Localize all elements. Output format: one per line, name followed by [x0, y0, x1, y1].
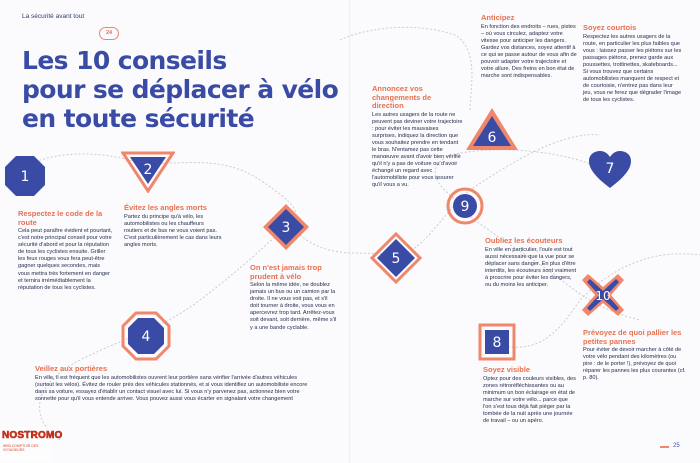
watermark-name: NOSTROMO [2, 430, 63, 441]
tip-3-badge [262, 203, 310, 251]
tip-8-title: Soyez visible [483, 365, 531, 374]
tip-1-number: 1 [20, 169, 30, 185]
tip-4-title: Veillez aux portières [35, 364, 108, 373]
tip-5-text: Les autres usagers de la route ne peuvent pas deviner votre trajectoire : pour éviter les mauvaises surprises, indiquez la direction que vous souhaitez prendre en tendant le bras. N'entamez pas cette manœuvre avant d'avoir bien vérifié qu'il n'y a pas de voiture ou d'avoir échangé un regard avec l'automobiliste pour vous assurer qu'il vous a vu. [372, 111, 463, 189]
page-number-left: 24 [99, 27, 119, 40]
tip-3 [250, 264, 338, 332]
tip-3-title: On n'est jamais trop prudent à vélo [250, 263, 322, 281]
tip-3-text: Selon la même idée, ne doublez jamais un bus ou un camion par la droite. Il ne vous voit pas, et s'il doit tourner à droite, vous vous en apercevrez trop tard. Arrêtez-vous soit devant, soit derrière, même s'il y a une bande cyclable. [250, 282, 337, 331]
tip-10 [583, 329, 687, 382]
tip-2 [124, 204, 222, 249]
tip-8 [483, 366, 576, 425]
tip-10-title: Prévoyez de quoi pallier les petites pannes [583, 328, 682, 346]
tip-5 [372, 85, 464, 190]
title-line-3: en toute sécurité [22, 104, 255, 133]
tip-6-title: Anticipez [481, 13, 515, 22]
tip-9-number: 9 [460, 199, 470, 215]
watermark-logo [0, 428, 63, 462]
tip-6 [481, 14, 577, 80]
tip-7-badge [588, 150, 632, 190]
tip-10-text: Pour éviter de devoir marcher à côté de votre vélo pendant des kilomètres (ou pire : de le porter !), prévoyez de quoi réparer les pannes les plus courantes (cf. p. 80). [583, 347, 686, 382]
tip-1-text: Cela peut paraître évident et pourtant, c'est notre principal conseil pour votre sécurité d'abord et pour la réputation de tous les cyclistes ensuite. Griller les feux rouges vous fera peut-être gagner quelques secondes, mais vous mettra très fortement en danger et ternira irrémédiablement la réputation de tous les cyclistes. [18, 228, 113, 291]
tip-7 [583, 24, 683, 104]
tip-10-number: 10 [595, 289, 611, 303]
tip-2-number: 2 [143, 162, 153, 178]
tip-6-text: En fonction des endroits – rues, pistes – où vous circulez, adaptez votre vitesse pour anticiper les dangers. Gardez vos distances, soyez attentif à ce qui se passe autour de vous afin de pouvoir adapter votre trajectoire et votre allure. Des freins en bon état de marche sont indispensables. [481, 23, 577, 80]
tip-6-badge [464, 106, 520, 152]
page-number-right: 25 [673, 443, 680, 449]
tip-9-title: Oubliez les écouteurs [485, 236, 563, 245]
tip-7-text: Respectez les autres usagers de la route, en particulier les plus faibles que vous : laissez passer les piétons sur les passages piétons, prenez garde aux poussettes, trottinettes, skateboards... Si vous trouvez que certains automobilistes manquent de respect et de courtoisie, n'entrez pas dans leur jeu, vous ne ferez que dégrader l'image de tous les cyclistes. [583, 33, 682, 104]
tip-1 [18, 210, 113, 292]
tip-5-badge [370, 232, 422, 284]
section-label: La sécurité avant tout [22, 13, 85, 20]
tip-5-title: Annoncez vos changements de direction [372, 84, 432, 110]
tip-4-badge [121, 311, 171, 361]
tip-2-badge [121, 151, 175, 193]
tip-8-badge [478, 323, 516, 361]
tip-8-text: Optez pour des couleurs visibles, des zones rétroréfléchissantes ou au minimum un bon éclairage en état de marche sur votre vélo... parce que l'on s'est tous déjà fait piéger par la tombée de la nuit après une journée de travail – ou un apéro. [483, 375, 576, 425]
tip-2-text: Partez du principe qu'à vélo, les automobilistes ou les chauffeurs routiers et de bus ne vous voient pas. C'est particulièrement le cas dans leurs angles morts. [124, 213, 222, 248]
title-line-1: Les 10 conseils [22, 46, 227, 75]
page-marker [660, 446, 669, 448]
tip-1-title: Respectez le code de la route [18, 209, 103, 227]
tip-2-title: Évitez les angles morts [124, 203, 207, 212]
watermark-tagline: WEB COMPTOIR DES VOYAGEURS [3, 444, 39, 452]
tip-4-number: 4 [141, 329, 151, 345]
tip-3-number: 3 [281, 220, 291, 236]
tip-1-badge [4, 155, 46, 197]
tip-5-number: 5 [391, 251, 401, 267]
tip-8-number: 8 [492, 335, 502, 351]
tip-6-number: 6 [487, 130, 497, 146]
tip-7-title: Soyez courtois [583, 23, 637, 32]
tip-4-text: En ville, il est fréquent que les automobilistes ouvrent leur portière sans vérifier l'arrivée d'autres véhicules (surtout les vélos). Évitez de rouler près des véhicules stationnés, et si vous identifiez un automobiliste encore dans sa voiture, essayez d'établir un contact visuel avec lui. Si vous n'y parvenez pas, actionnez bien votre sonnette pour qu'il vous entende arriver. Vous pouvez aussi vous écarter en signalant votre changement [35, 374, 308, 402]
tip-10-badge [580, 272, 626, 318]
title-line-2: pour se déplacer à vélo [22, 75, 339, 104]
tip-7-number: 7 [605, 161, 615, 177]
tip-4 [35, 365, 310, 403]
tip-9-badge [446, 187, 484, 225]
tip-9-text: En ville en particulier, l'ouïe est tout aussi nécessaire que la vue pour se déplacer sans danger. En plus d'être interdits, les écouteurs sont vraiment à proscrire pour éviter les dangers, ou du moins les anticiper. [485, 246, 577, 288]
tip-9 [485, 237, 579, 289]
